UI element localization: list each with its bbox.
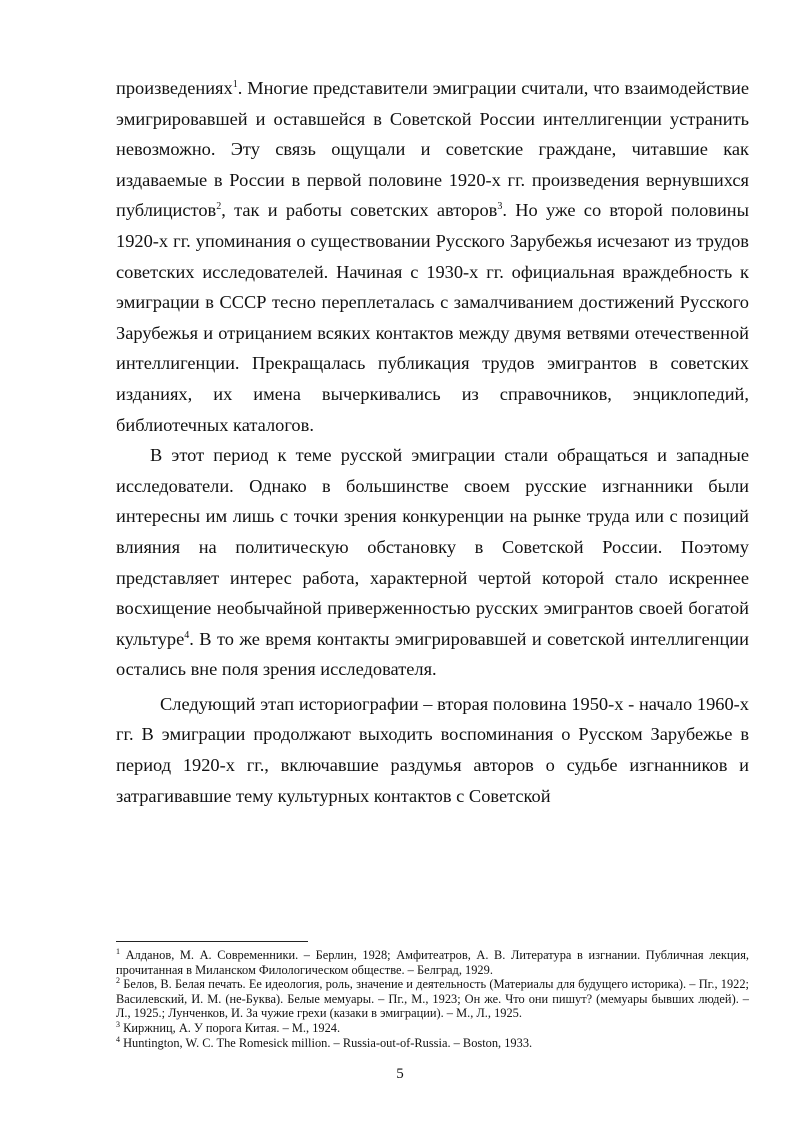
- footnote-4: [116, 1036, 749, 1051]
- text-run: В этот период к теме русской эмиграции стали обращаться и западные исследователи. Однако в большинстве своем русские изгнанники были интересны им лишь с точки зрения конкуренции на рынке труда или с позиций влияния на политическую обстановку в Советской России. Поэтому представляет интерес работа, характерной чертой которой стало искреннее восхищение необычайной приверженностью русских эмигрантов своей богатой культуре: [116, 445, 749, 649]
- paragraph-2: [116, 440, 749, 685]
- footnote-number: 3: [116, 1019, 120, 1029]
- footnote-1: [116, 948, 749, 977]
- footnotes: [116, 948, 749, 1050]
- footnote-ref-2[interactable]: 2: [216, 201, 222, 213]
- footnote-ref-3[interactable]: 3: [497, 201, 503, 213]
- text-run: . Многие представители эмиграции считали, что взаимодействие эмигрировавшей и оставшейся в Советской России интеллигенции устранить невозможно. Эту связь ощущали и советские граждане, читавшие как издаваемые в России в первой половине 1920-х гг. произведения вернувшихся публицистов: [116, 78, 749, 221]
- footnote-text: Алданов, М. А. Современники. – Берлин, 1928; Амфитеатров, А. В. Литература в изгнании. Публичная лекция, прочитанная в Миланском Филологическом обществе. – Белград, 1929.: [116, 948, 749, 977]
- footnote-ref-4[interactable]: 4: [184, 629, 190, 641]
- page-number: 5: [396, 1066, 404, 1082]
- text-run: произведениях: [116, 78, 233, 98]
- footnote-3: [116, 1021, 749, 1036]
- text-run: . В то же время контакты эмигрировавшей и советской интеллигенции остались вне поля зрения исследователя.: [116, 628, 749, 680]
- footnote-ref-1[interactable]: 1: [232, 78, 238, 90]
- footnote-number: 1: [116, 946, 120, 956]
- footnote-separator: [116, 941, 308, 942]
- footnote-number: 4: [116, 1034, 120, 1044]
- text-run: . Но уже со второй половины 1920-х гг. упоминания о существовании Русского Зарубежья исчезают из трудов советских исследователей. Начиная с 1930-х гг. официальная враждебность к эмиграции в СССР тесно переплеталась с замалчиванием достижений Русского Зарубежья и отрицанием всяких контактов между двумя ветвями отечественной интеллигенции. Прекращалась публикация трудов эмигрантов в советских изданиях, их имена вычеркивались из справочников, энциклопедий, библиотечных каталогов.: [116, 200, 749, 435]
- footnote-text: Киржниц, А. У порога Китая. – М., 1924.: [123, 1020, 341, 1035]
- footnote-text: Huntington, W. C. The Romesick million. – Russia-out-of-Russia. – Boston, 1933.: [123, 1035, 533, 1050]
- footnote-number: 2: [116, 976, 120, 986]
- footnote-2: [116, 977, 749, 1021]
- paragraph-1: [116, 73, 749, 440]
- main-text: [116, 73, 749, 811]
- footnote-text: Белов, В. Белая печать. Ее идеология, роль, значение и деятельность (Материалы для будущего историка). – Пг., 1922; Василевский, И. М. (не-Буква). Белые мемуары. – Пг., М., 1923; Он же. Что они пишут? (мемуары бывших людей). – Л., 1925.; Лунченков, И. За чужие грехи (казаки в эмиграции). – М., Л., 1925.: [116, 977, 749, 1021]
- paragraph-3: Следующий этап историографии – вторая половина 1950-х - начало 1960-х гг. В эмиграции продолжают выходить воспоминания о Русском Зарубежье в период 1920-х гг., включавшие раздумья авторов о судьбе изгнанников и затрагивавшие тему культурных контактов с Советской: [116, 693, 749, 806]
- text-run: , так и работы советских авторов: [221, 200, 498, 221]
